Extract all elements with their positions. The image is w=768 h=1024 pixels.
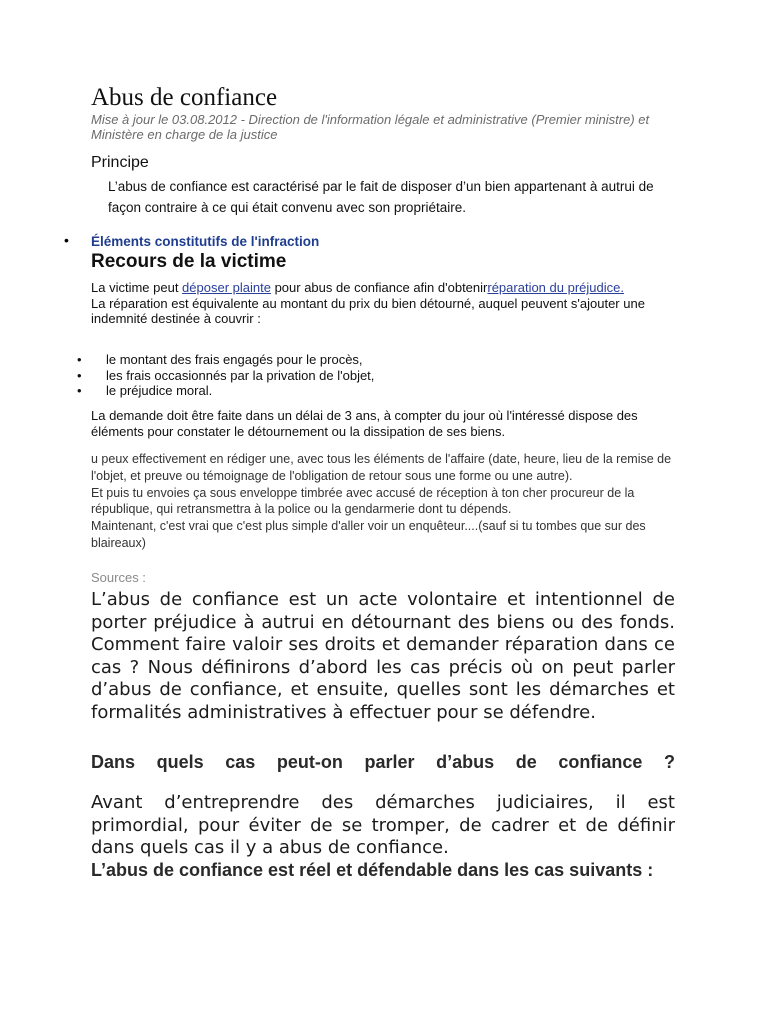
list-item: • les frais occasionnés par la privation de l'objet, [77,368,637,384]
sources-label: Sources : [91,570,146,585]
bullet-icon: • [64,232,69,248]
deposer-plainte-link[interactable]: déposer plainte [182,280,271,295]
avant-paragraph: Avant d’entreprendre des démarches judiciaires, il est primordial, pour éviter de se tromper, de cadrer et de définir dans quels cas il y a abus de confiance. [91,792,675,858]
elements-constitutifs-link[interactable]: Éléments constitutifs de l'infraction [91,234,320,249]
update-note: Mise à jour le 03.08.2012 - Direction de l'information légale et administrative (Premier ministre) et Ministère en charge de la justice [91,112,650,142]
recours-text-after: La réparation est équivalente au montant du prix du bien détourné, auquel peuvent s'ajouter une indemnité destinée à couvrir : [91,295,645,326]
cas-heading: L’abus de confiance est réel et défendable dans les cas suivants : [91,860,654,880]
intro-paragraph: L’abus de confiance est un acte volontaire et intentionnel de porter préjudice à autrui en détournant des biens ou des fonds. Comment faire valoir ses droits et demander réparation dans ce cas ? Nous définirons d’abord les cas précis où on peut parler d’abus de confiance, et ensuite, quelles sont les démarches et formalités administratives à effectuer pour se défendre. [91,589,675,723]
list-item: • le préjudice moral. [77,383,637,399]
recours-text-before: La victime peut [91,280,183,295]
recours-paragraph [91,280,681,327]
reparation-prejudice-link[interactable]: réparation du préjudice. [487,280,624,295]
principe-heading: Principe [91,154,149,171]
delai-paragraph: La demande doit être faite dans un délai de 3 ans, à compter du jour où l'intéressé dispose des éléments pour constater le détournement ou la dissipation de ses biens. [91,408,638,439]
recours-heading: Recours de la victime [91,251,287,272]
forum-line: Maintenant, c'est vrai que c'est plus simple d'aller voir un enquêteur....(sauf si tu tombes que sur des blaireaux) [91,519,646,550]
principe-text: L’abus de confiance est caractérisé par le fait de disposer d’un bien appartenant à autrui de façon contraire à ce qui était convenu avec son propriétaire. [108,179,654,215]
recours-text-middle: pour abus de confiance afin d'obtenir [270,280,488,295]
forum-line: Et puis tu envoies ça sous enveloppe timbrée avec accusé de réception à ton cher procureur de la république, qui retransmettra à la police ou la gendarmerie dont tu dépends. [91,485,635,517]
forum-reply [91,451,681,552]
list-item: • le montant des frais engagés pour le procès, [77,352,637,368]
indemnity-list [77,352,637,399]
forum-line: u peux effectivement en rédiger une, avec tous les éléments de l'affaire (date, heure, lieu de la remise de l'objet, et preuve ou témoignage de l'obligation de retour sous une forme ou une autre). [91,452,672,483]
page-title: Abus de confiance [91,84,278,111]
section-heading-quels-cas: Dans quels cas peut-on parler d’abus de confiance ? [91,752,675,772]
